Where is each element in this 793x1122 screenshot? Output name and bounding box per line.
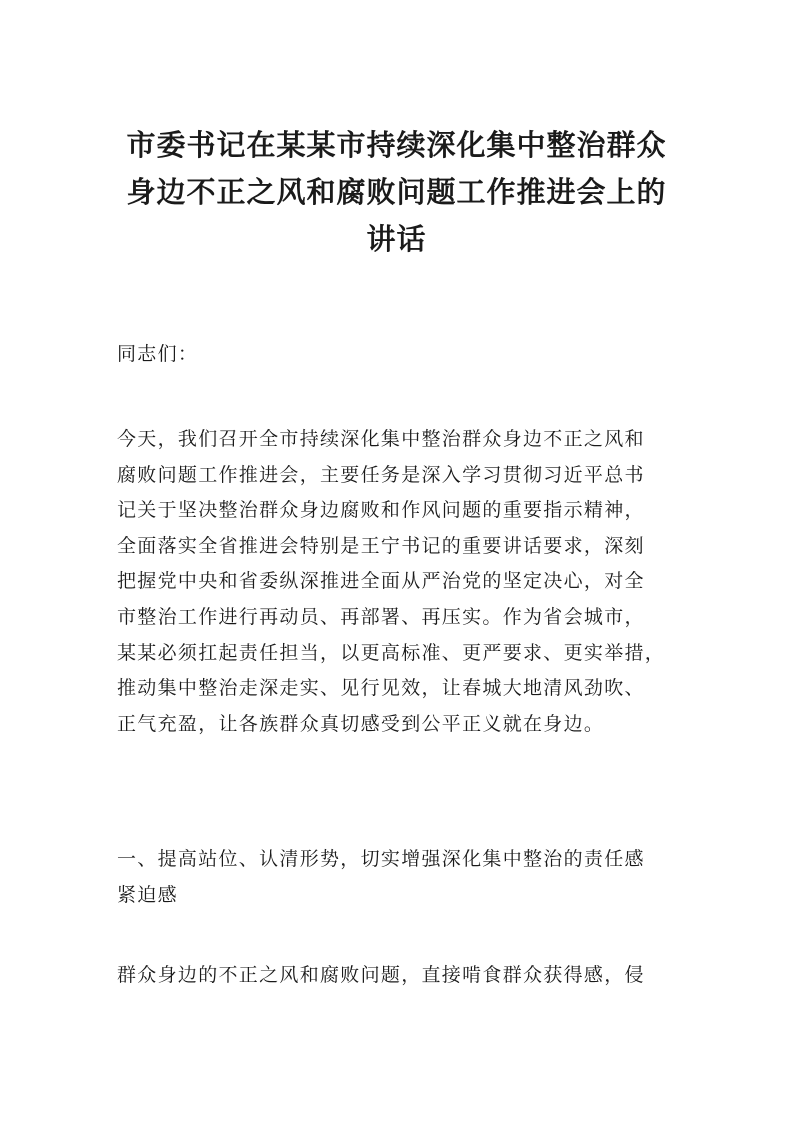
title-line: 身边不正之风和腐败问题工作推进会上的 bbox=[126, 175, 667, 209]
paragraph-opening bbox=[117, 422, 677, 742]
paragraph-line: 某某必须扛起责任担当，以更高标准、更严要求、更实举措， bbox=[117, 641, 666, 664]
heading-line: 紧迫感 bbox=[117, 883, 178, 906]
paragraph-line: 推动集中整治走深走实、见行见效，让春城大地清风劲吹、 bbox=[117, 677, 645, 700]
title-line: 讲话 bbox=[366, 222, 427, 256]
heading-line: 一、提高站位、认清形势，切实增强深化集中整治的责任感 bbox=[117, 848, 645, 870]
paragraph-line: 今天，我们召开全市持续深化集中整治群众身边不正之风和 bbox=[117, 428, 645, 450]
paragraph-line: 全面落实全省推进会特别是王宁书记的重要讲话要求，深刻 bbox=[117, 534, 645, 557]
paragraph-section1 bbox=[117, 958, 677, 994]
paragraph-line: 正气充盈，让各族群众真切感受到公平正义就在身边。 bbox=[117, 712, 605, 735]
paragraph-line: 群众身边的不正之风和腐败问题，直接啃食群众获得感，侵 bbox=[117, 964, 645, 986]
paragraph-line: 腐败问题工作推进会，主要任务是深入学习贯彻习近平总书 bbox=[117, 463, 645, 486]
salutation-text: 同志们： bbox=[117, 343, 199, 365]
paragraph-line: 记关于坚决整治群众身边腐败和作风问题的重要指示精神， bbox=[117, 499, 645, 522]
document-title bbox=[100, 122, 693, 263]
paragraph-line: 市整治工作进行再动员、再部署、再压实。作为省会城市， bbox=[117, 605, 645, 628]
paragraph-line: 把握党中央和省委纵深推进全面从严治党的坚定决心，对全 bbox=[117, 570, 645, 593]
title-line: 市委书记在某某市持续深化集中整治群众 bbox=[126, 128, 667, 162]
salutation bbox=[117, 337, 677, 373]
section-heading bbox=[117, 842, 677, 913]
